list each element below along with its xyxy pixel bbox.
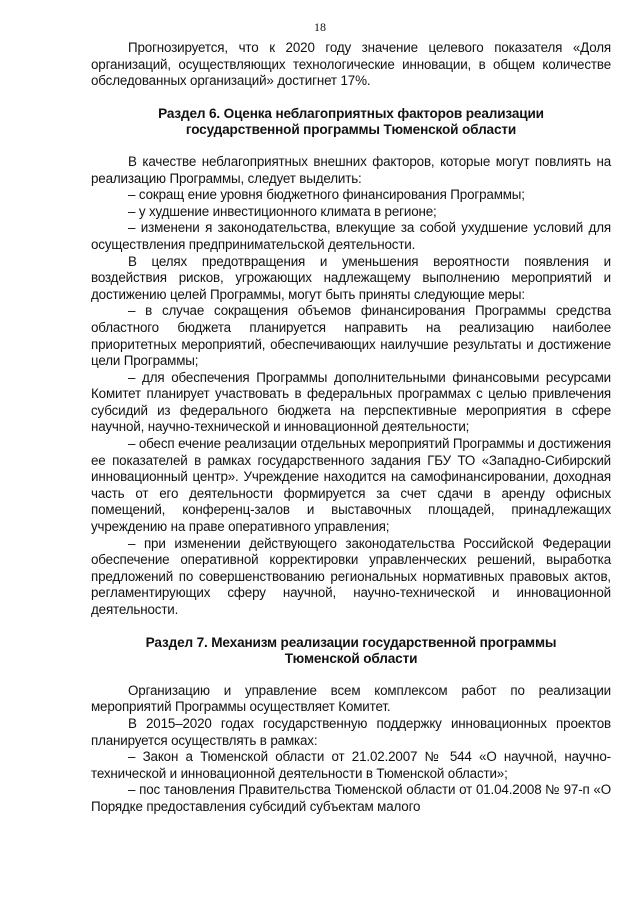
- document-body: [91, 40, 611, 816]
- section-7-heading-line-1: Раздел 7. Механизм реализации государственной программы: [145, 634, 557, 650]
- section-6-paragraph: – при изменении действующего законодательства Российской Федерации обеспечение оперативной корректировки управленческих решений, выработка предложений по совершенствованию региональных нормативных правовых актов, регламентирующих сферу научной, научно-технической и инновационной деятельности.: [91, 535, 611, 617]
- section-7-paragraph: – пос тановления Правительства Тюменской области от 01.04.2008 № 97-п «О Порядке предоставления субсидий субъектам малого: [91, 782, 611, 814]
- section-6-paragraph: – изменени я законодательства, влекущие за собой ухудшение условий для осуществления предпринимательской деятельности.: [91, 220, 611, 252]
- section-7-paragraph: – Закон а Тюменской области от 21.02.2007 № 544 «О научной, научно-технической и инновационной деятельности в Тюменской области»;: [91, 749, 611, 781]
- section-7-paragraph: В 2015–2020 годах государственную поддержку инновационных проектов планируется осуществлять в рамках:: [91, 715, 611, 748]
- section-6-paragraph: – у худшение инвестиционного климата в регионе;: [128, 203, 437, 219]
- section-7-heading: [91, 635, 611, 668]
- section-6-paragraph: В целях предотвращения и уменьшения вероятности появления и воздействия рисков, угрожающих надлежащему выполнению мероприятий и достижению целей Программы, могут быть приняты следующие меры:: [91, 253, 611, 302]
- section-6-paragraph: – в случае сокращения объемов финансирования Программы средства областного бюджета планируется направить на реализацию наиболее приоритетных мероприятий, обеспечивающих наилучшие результаты и достижение цели Программы;: [91, 303, 611, 369]
- section-6-heading-line-1: Раздел 6. Оценка неблагоприятных факторов реализации: [158, 105, 544, 121]
- section-7-paragraph: Организацию и управление всем комплексом работ по реализации мероприятий Программы осуществляет Комитет.: [91, 682, 611, 715]
- section-6-heading-line-2: государственной программы Тюменской области: [185, 122, 517, 138]
- page-number: 18: [314, 20, 326, 34]
- intro-paragraph: Прогнозируется, что к 2020 году значение целевого показателя «Доля организаций, осуществляющих технологические инновации, в общем количестве обследованных организаций» достигнет 17%.: [91, 40, 611, 89]
- section-6-paragraph: В качестве неблагоприятных внешних факторов, которые могут повлиять на реализацию Программы, следует выделить:: [91, 153, 611, 186]
- section-6-paragraph: – обесп ечение реализации отдельных мероприятий Программы и достижения ее показателей в рамках государственного задания ГБУ ТО «Западно-Сибирский инновационный центр». Учреждение находится на самофинансировании, доходная часть от его деятельности формируется за счет сдачи в аренду офисных помещений, конференц-залов и выставочных площадей, принадлежащих учреждению на праве оперативного управления;: [91, 436, 611, 535]
- section-7-heading-line-2: Тюменской области: [284, 651, 418, 667]
- section-6-paragraph: – для обеспечения Программы дополнительными финансовыми ресурсами Комитет планирует участвовать в федеральных программах с целью привлечения субсидий из федерального бюджета на перспективные мероприятия в сфере научной, научно-технической и инновационной деятельности;: [91, 369, 611, 435]
- section-6-paragraph: – сокращ ение уровня бюджетного финансирования Программы;: [128, 187, 525, 203]
- section-6-heading: [91, 106, 611, 139]
